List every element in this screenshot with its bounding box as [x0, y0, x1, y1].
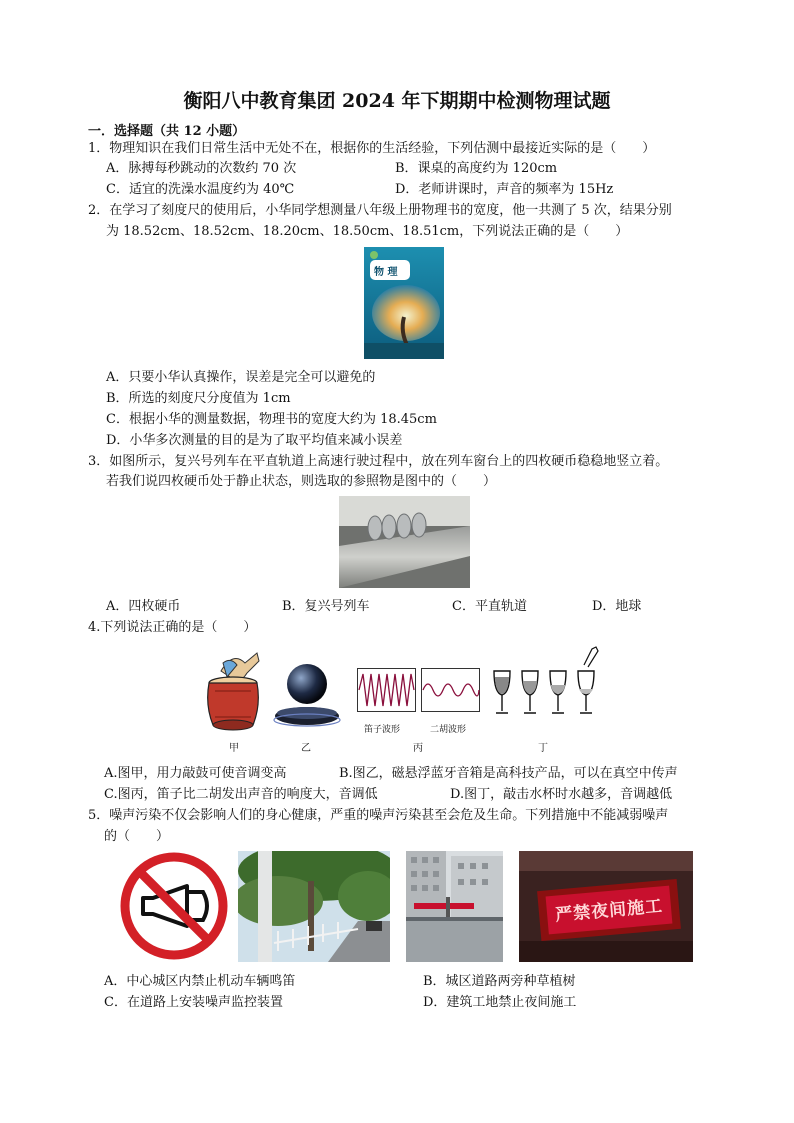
page-title: 衡阳八中教育集团 2024 年下期期中检测物理试题 — [183, 90, 611, 112]
water-glasses-figure — [488, 643, 600, 717]
flute-caption: 笛子波形 — [364, 725, 401, 735]
train-coins-photo — [339, 496, 470, 588]
q1-option-d[interactable]: D．老师讲课时，声音的频率为 15Hz — [395, 182, 614, 197]
q3-stem-line2: 若我们说四枚硬币处于静止状态，则选取的参照物是图中的（ ） — [106, 474, 497, 489]
no-horn-sign-image — [117, 852, 232, 960]
erhu-caption: 二胡波形 — [430, 725, 467, 735]
q2-option-c[interactable]: C．根据小华的测量数据，物理书的宽度大约为 18.45cm — [106, 412, 437, 427]
q1-stem: 1．物理知识在我们日常生活中无处不在，根据你的生活经验，下列估测中最接近实际的是（ ） — [88, 141, 656, 156]
q5-stem-line2: 的（ ） — [104, 829, 170, 844]
q1-option-a[interactable]: A．脉搏每秒跳动的次数约 70 次 — [106, 161, 297, 176]
q4-option-d[interactable]: D.图丁，敲击水杯时水越多，音调越低 — [450, 787, 673, 802]
q4-option-c[interactable]: C.图丙，笛子比二胡发出声音的响度大，音调低 — [104, 787, 378, 802]
q2-stem-line2: 为 18.52cm、18.52cm、18.20cm、18.50cm、18.51cm，下列说法正确的是（ ） — [106, 224, 629, 239]
q5-stem-line1: 5．噪声污染不仅会影响人们的身心健康，严重的噪声污染甚至会危及生命。下列措施中不能减弱噪声 — [88, 808, 669, 823]
q5-option-d[interactable]: D．建筑工地禁止夜间施工 — [423, 995, 577, 1010]
night-construction-sign-text: 严禁夜间施工 — [554, 896, 664, 926]
q2-stem-line1: 2．在学习了刻度尺的使用后，小华同学想测量八年级上册物理书的宽度，他一共测了 5 次，结果分别 — [88, 203, 672, 218]
q5-option-b[interactable]: B．城区道路两旁种草植树 — [423, 974, 576, 989]
figure-label-jia: 甲 — [229, 743, 239, 754]
figure-label-bing: 丙 — [413, 743, 423, 754]
q4-option-a[interactable]: A.图甲，用力敲鼓可使音调变高 — [104, 766, 287, 781]
q5-option-c[interactable]: C．在道路上安装噪声监控装置 — [104, 995, 283, 1010]
q3-option-c[interactable]: C．平直轨道 — [452, 599, 527, 614]
q3-stem-line1: 3．如图所示，复兴号列车在平直轨道上高速行驶过程中，放在列车窗台上的四枚硬币稳稳地竖立着。 — [88, 454, 669, 469]
q1-option-c[interactable]: C．适宜的洗澡水温度约为 40℃ — [106, 182, 295, 197]
book-title-label: 物 理 — [374, 267, 398, 278]
figure-label-ding: 丁 — [538, 743, 548, 754]
q1-option-b[interactable]: B．课桌的高度约为 120cm — [395, 161, 558, 176]
q4-stem: 4.下列说法正确的是（ ） — [88, 620, 257, 635]
q3-option-a[interactable]: A．四枚硬币 — [106, 599, 181, 614]
drum-figure — [203, 643, 265, 735]
noise-monitor-photo — [406, 851, 503, 962]
figure-label-yi: 乙 — [301, 743, 311, 754]
section-heading: 一．选择题（共 12 小题） — [88, 124, 246, 139]
q2-option-a[interactable]: A．只要小华认真操作，误差是完全可以避免的 — [106, 370, 376, 385]
erhu-waveform-figure — [421, 668, 480, 712]
flute-waveform-figure — [357, 668, 416, 712]
q4-option-b[interactable]: B.图乙，磁悬浮蓝牙音箱是高科技产品，可以在真空中传声 — [339, 766, 678, 781]
q5-option-a[interactable]: A．中心城区内禁止机动车辆鸣笛 — [104, 974, 296, 989]
physics-book-image — [364, 247, 444, 359]
tree-road-photo — [238, 851, 390, 962]
q3-option-b[interactable]: B．复兴号列车 — [282, 599, 370, 614]
q2-option-b[interactable]: B．所选的刻度尺分度值为 1cm — [106, 391, 291, 406]
q3-option-d[interactable]: D．地球 — [592, 599, 642, 614]
no-night-construction-photo — [519, 851, 693, 962]
levitating-speaker-figure — [272, 660, 342, 732]
q2-option-d[interactable]: D．小华多次测量的目的是为了取平均值来减小误差 — [106, 433, 403, 448]
